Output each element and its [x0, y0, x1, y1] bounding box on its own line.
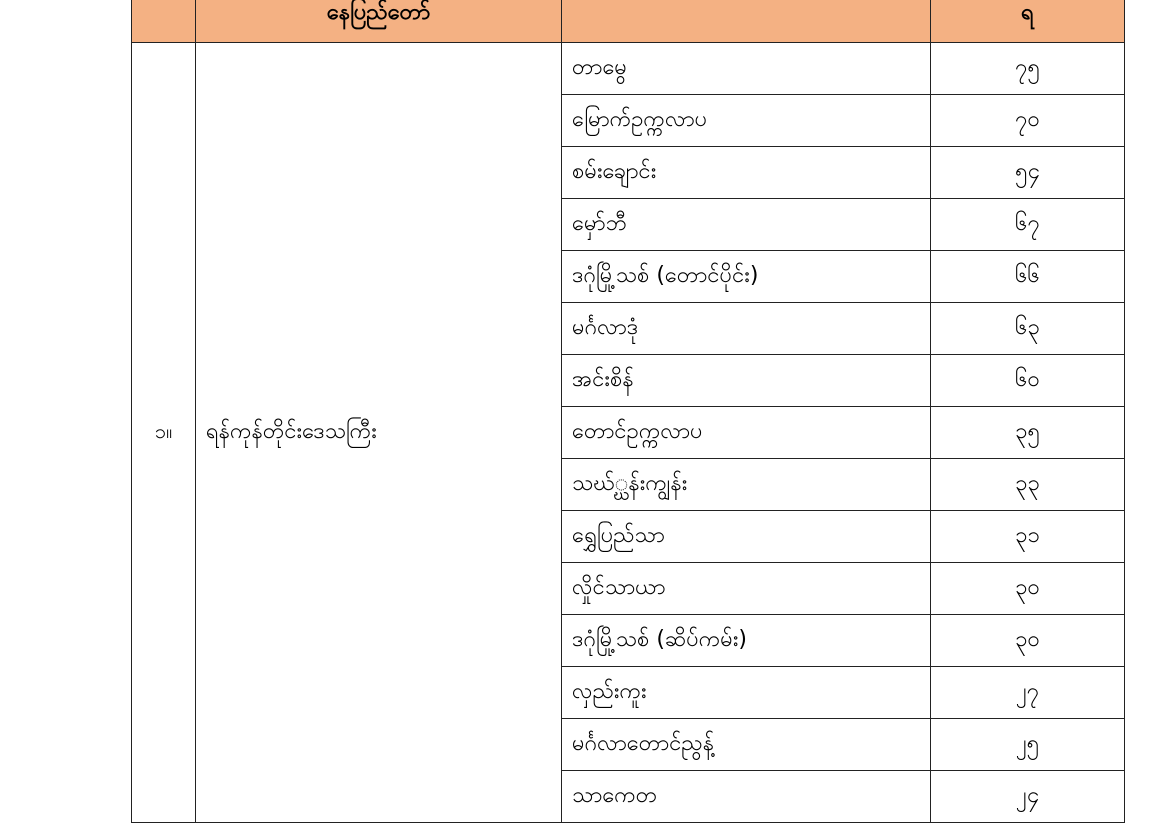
township-name: မင်္ဂလာတောင်ညွန့်	[562, 719, 931, 771]
township-count: ၃၁	[931, 511, 1125, 563]
township-count: ၂၇	[931, 667, 1125, 719]
township-count: ၇၅	[931, 43, 1125, 95]
township-count: ၃၃	[931, 459, 1125, 511]
township-count: ၅၄	[931, 147, 1125, 199]
township-name: ဒဂုံမြို့သစ် (ဆိပ်ကမ်း)	[562, 615, 931, 667]
township-name: အင်းစိန်	[562, 355, 931, 407]
header-region: နေပြည်တော်	[196, 0, 562, 43]
township-count: ၂၅	[931, 719, 1125, 771]
table-row	[132, 43, 1125, 95]
group-number: ၁။	[132, 43, 196, 823]
township-name: လှည်းကူး	[562, 667, 931, 719]
township-count: ၂၄	[931, 771, 1125, 823]
township-name: တာမွေ	[562, 43, 931, 95]
township-name: ရွှေပြည်သာ	[562, 511, 931, 563]
township-count: ၆၀	[931, 355, 1125, 407]
township-count: ၃၀	[931, 615, 1125, 667]
township-name: သာကေတ	[562, 771, 931, 823]
township-name: တောင်ဥက္ကလာပ	[562, 407, 931, 459]
township-count: ၇၀	[931, 95, 1125, 147]
township-name: မြောက်ဥက္ကလာပ	[562, 95, 931, 147]
township-count: ၃၅	[931, 407, 1125, 459]
township-name: လှိုင်သာယာ	[562, 563, 931, 615]
header-count: ရ	[931, 0, 1125, 43]
header-row	[132, 0, 1125, 43]
township-name: စမ်းချောင်း	[562, 147, 931, 199]
township-name: ဒဂုံမြို့သစ် (တောင်ပိုင်း)	[562, 251, 931, 303]
township-count: ၆၆	[931, 251, 1125, 303]
group-region: ရန်ကုန်တိုင်းဒေသကြီး	[196, 43, 562, 823]
township-count: ၃၀	[931, 563, 1125, 615]
township-name: သဃ်္ဃန်းကျွန်း	[562, 459, 931, 511]
header-township	[562, 0, 931, 43]
township-name: မှော်ဘီ	[562, 199, 931, 251]
township-count: ၆၇	[931, 199, 1125, 251]
header-number	[132, 0, 196, 43]
township-name: မင်္ဂလာဒုံ	[562, 303, 931, 355]
data-table	[131, 0, 1125, 823]
township-count: ၆၃	[931, 303, 1125, 355]
